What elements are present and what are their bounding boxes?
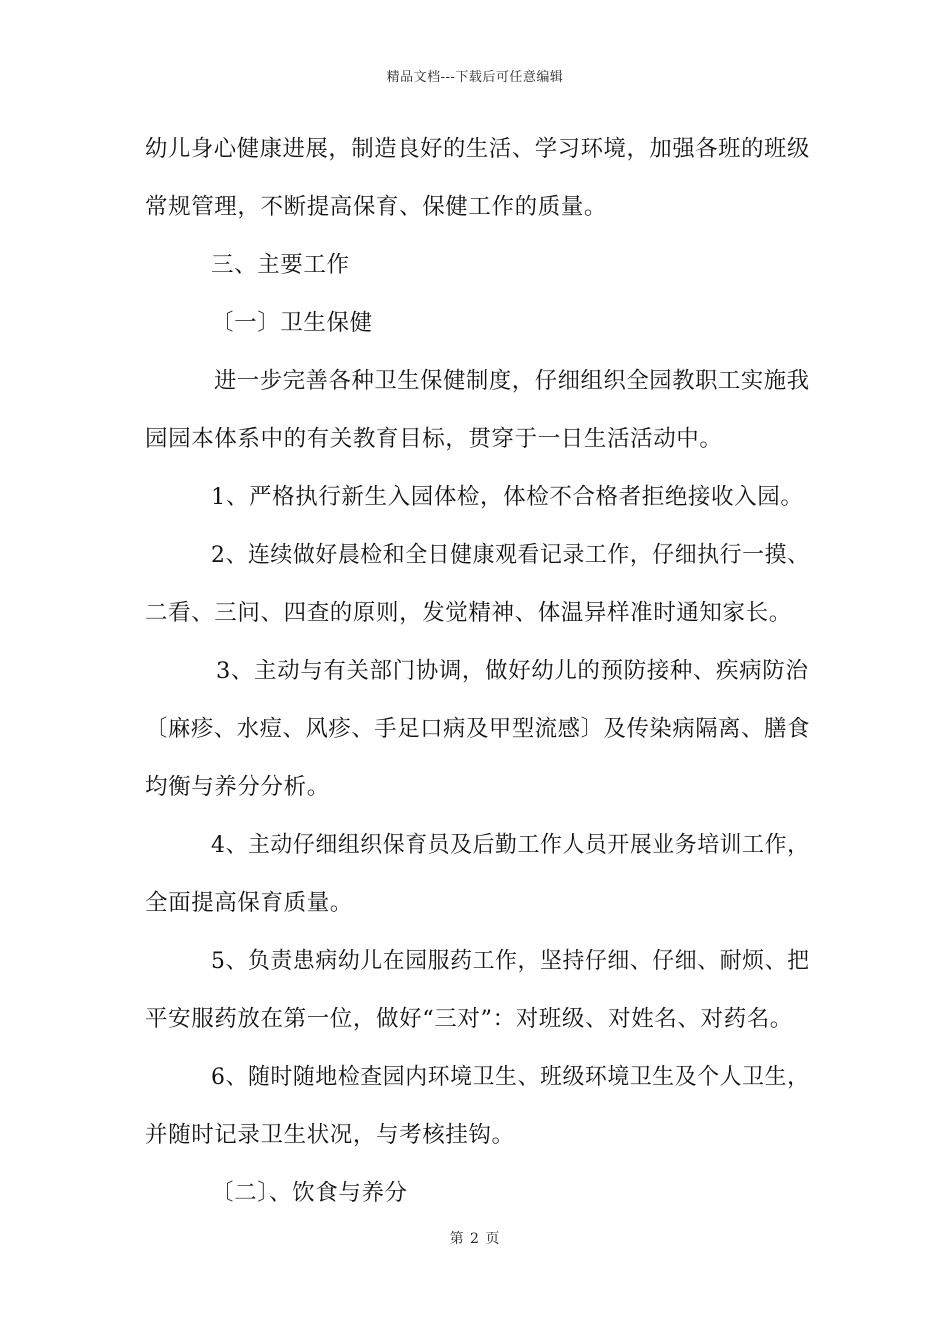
list-item: 4、主动仔细组织保育员及后勤工作人员开展业务培训工作， xyxy=(211,832,810,858)
page-header: 精品文档---下载后可任意编辑 xyxy=(386,70,564,85)
paragraph-line: 园园本体系中的有关教育目标，贯穿于一日生活活动中。 xyxy=(145,426,723,452)
paragraph-line: 二看、三问、四查的原则，发觉精神、体温异样准时通知家长。 xyxy=(145,600,792,626)
section-heading: 三、主要工作 xyxy=(211,252,350,278)
paragraph-line: 常规管理，不断提高保育、保健工作的质量。 xyxy=(145,194,608,220)
list-item: 3、主动与有关部门协调，做好幼儿的预防接种、疾病防治 xyxy=(216,658,809,684)
list-item: 1、严格执行新生入园体检，体检不合格者拒绝接收入园。 xyxy=(211,484,804,510)
page-number: 第 2 页 xyxy=(449,1231,501,1247)
paragraph-line: 幼儿身心健康进展，制造良好的生活、学习环境，加强各班的班级 xyxy=(145,136,810,162)
list-item: 2、连续做好晨检和全日健康观看记录工作，仔细执行一摸、 xyxy=(211,542,810,568)
paragraph-line: 〔麻疹、水痘、风疹、手足口病及甲型流感〕及传染病隔离、膳食 xyxy=(145,716,810,742)
paragraph-line: 并随时记录卫生状况，与考核挂钩。 xyxy=(145,1122,515,1148)
paragraph-line: 均衡与养分分析。 xyxy=(145,774,330,800)
paragraph-line: 平安服药放在第一位，做好“三对”：对班级、对姓名、对药名。 xyxy=(145,1006,793,1032)
subsection-heading: 〔二〕、饮食与养分 xyxy=(211,1180,408,1206)
paragraph-line: 全面提高保育质量。 xyxy=(145,890,353,916)
list-item: 5、负责患病幼儿在园服药工作，坚持仔细、仔细、耐烦、把 xyxy=(211,948,810,974)
subsection-heading: 〔一〕卫生保健 xyxy=(211,310,373,336)
list-item: 6、随时随地检查园内环境卫生、班级环境卫生及个人卫生， xyxy=(211,1064,810,1090)
paragraph-line: 进一步完善各种卫生保健制度，仔细组织全园教职工实施我 xyxy=(214,368,810,394)
